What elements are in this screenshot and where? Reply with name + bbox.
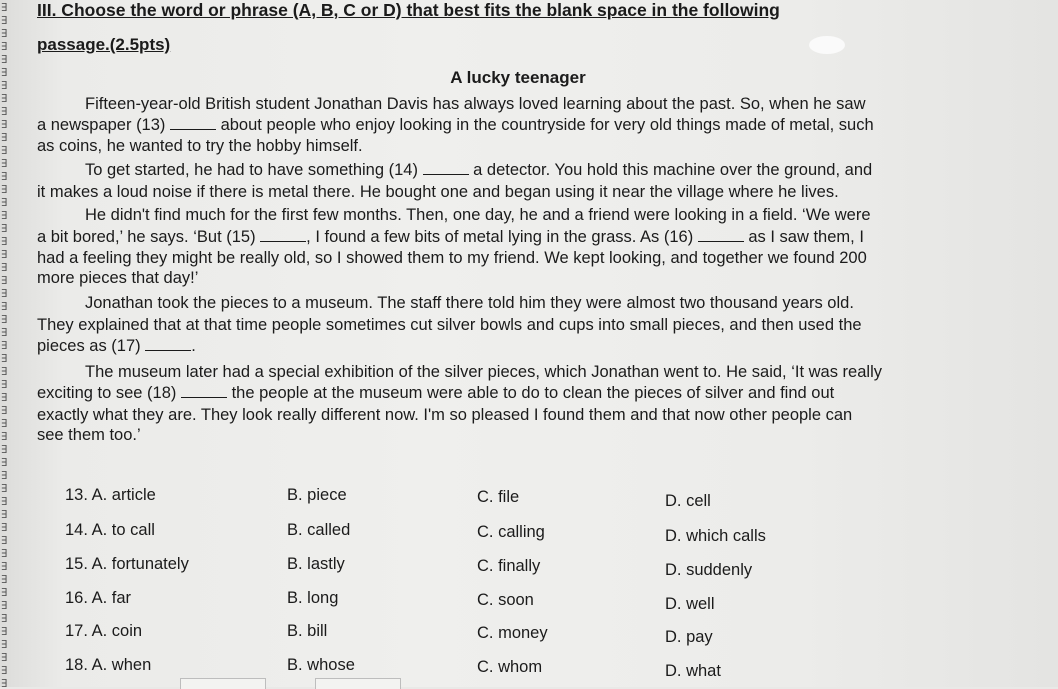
option-text: C. whom — [477, 658, 543, 676]
binding-mark: ∃ — [1, 14, 8, 27]
binding-mark: ∃ — [1, 482, 8, 495]
answer-blank — [260, 229, 306, 242]
passage-text: Fifteen-year-old British student Jonathan Davis has always loved learning about the past. So, when he saw — [85, 95, 866, 113]
binding-mark: ∃ — [1, 222, 8, 235]
option-text: A. when — [91, 656, 152, 674]
option-c — [477, 487, 519, 507]
binding-mark: ∃ — [1, 573, 8, 586]
option-b — [287, 655, 355, 675]
passage-line-p3l3 — [37, 248, 867, 268]
binding-mark: ∃ — [1, 183, 8, 196]
passage-text: it makes a loud noise if there is metal there. He bought one and began using it near the village where he lives. — [37, 183, 839, 201]
passage-line-p1l1 — [85, 94, 866, 114]
option-text: D. cell — [665, 492, 711, 510]
passage-text: exactly what they are. They look really different now. I'm so pleased I found them and that now other people can — [37, 406, 853, 424]
option-text: D. pay — [665, 628, 713, 646]
option-b — [287, 485, 347, 505]
answer-blank — [145, 338, 191, 351]
binding-mark: ∃ — [1, 534, 8, 547]
binding-mark: ∃ — [1, 196, 8, 209]
binding-mark: ∃ — [1, 274, 8, 287]
option-c — [477, 590, 534, 610]
option-text: B. bill — [287, 622, 328, 640]
passage-line-p4l3 — [37, 336, 196, 356]
binding-mark: ∃ — [1, 131, 8, 144]
passage-text: pieces as (17) — [37, 337, 146, 355]
binding-mark: ∃ — [1, 157, 8, 170]
passage-line-p3l2 — [37, 227, 864, 247]
glare-spot — [809, 36, 845, 54]
binding-mark: ∃ — [1, 495, 8, 508]
option-text: A. far — [91, 589, 132, 607]
spiral-binding — [0, 0, 14, 687]
option-c — [477, 522, 545, 542]
passage-text: He didn't find much for the first few months. Then, one day, he and a friend were looking in a field. ‘We were — [85, 206, 871, 224]
binding-mark: ∃ — [1, 404, 8, 417]
binding-mark: ∃ — [1, 391, 8, 404]
passage-text: had a feeling they might be really old, so I showed them to my friend. We kept looking, and together we found 200 — [37, 249, 867, 267]
passage-text: as coins, he wanted to try the hobby himself. — [37, 137, 363, 155]
passage-text: a bit bored,’ he says. ‘But (15) — [37, 228, 261, 246]
passage-text: They explained that at that time people sometimes cut silver bowls and cups into small pieces, and then used the — [37, 316, 862, 334]
binding-mark: ∃ — [1, 651, 8, 664]
binding-mark: ∃ — [1, 27, 8, 40]
option-text: C. soon — [477, 591, 534, 609]
option-d — [665, 526, 766, 546]
binding-mark: ∃ — [1, 144, 8, 157]
binding-mark: ∃ — [1, 261, 8, 274]
answer-blank — [181, 385, 227, 398]
option-text: A. coin — [91, 622, 143, 640]
option-text: D. well — [665, 595, 715, 613]
binding-mark: ∃ — [1, 469, 8, 482]
question-number: 18. — [65, 656, 92, 674]
question-number: 15. — [65, 555, 92, 573]
option-text: B. whose — [287, 656, 355, 674]
option-a — [65, 621, 142, 641]
option-a — [65, 588, 131, 608]
passage-line-p5l2 — [37, 383, 834, 403]
passage-line-p2l2 — [37, 182, 839, 202]
passage-line-p5l3 — [37, 405, 852, 425]
binding-mark: ∃ — [1, 586, 8, 599]
option-b — [287, 621, 327, 641]
binding-mark: ∃ — [1, 378, 8, 391]
option-text: C. money — [477, 624, 548, 642]
binding-mark: ∃ — [1, 79, 8, 92]
option-b — [287, 588, 338, 608]
question-number: 13. — [65, 486, 92, 504]
option-text: A. fortunately — [91, 555, 189, 573]
passage-text: see them too.’ — [37, 426, 141, 444]
option-text: B. long — [287, 589, 339, 607]
passage-line-p4l2 — [37, 315, 862, 335]
binding-mark: ∃ — [1, 547, 8, 560]
option-text: D. what — [665, 662, 721, 680]
option-a — [65, 554, 189, 574]
binding-mark: ∃ — [1, 287, 8, 300]
passage-text: The museum later had a special exhibition of the silver pieces, which Jonathan went to. He said, ‘It was really — [85, 363, 882, 381]
answer-blank — [698, 229, 744, 242]
option-c — [477, 657, 542, 677]
passage-text: the people at the museum were able to do to clean the pieces of silver and find out — [227, 384, 835, 402]
binding-mark: ∃ — [1, 235, 8, 248]
binding-mark: ∃ — [1, 365, 8, 378]
option-text: D. which calls — [665, 527, 766, 545]
passage-text: as I saw them, I — [743, 228, 864, 246]
question-number: 16. — [65, 589, 92, 607]
option-a — [65, 520, 155, 540]
option-text: C. finally — [477, 557, 541, 575]
option-text: B. piece — [287, 486, 347, 504]
option-a — [65, 655, 151, 675]
binding-mark: ∃ — [1, 118, 8, 131]
section-heading-continued: passage.(2.5pts) — [37, 35, 171, 54]
binding-mark: ∃ — [1, 638, 8, 651]
binding-mark: ∃ — [1, 313, 8, 326]
passage-text: about people who enjoy looking in the countryside for very old things made of metal, such — [216, 116, 874, 134]
passage-line-p5l1 — [85, 362, 882, 382]
option-a — [65, 485, 156, 505]
option-text: C. calling — [477, 523, 545, 541]
option-text: B. lastly — [287, 555, 345, 573]
passage-text: To get started, he had to have something (14) — [85, 161, 423, 179]
passage-line-p2l1 — [85, 160, 872, 180]
option-d — [665, 661, 721, 681]
option-text: D. suddenly — [665, 561, 753, 579]
page-edge-box-left — [180, 678, 266, 689]
passage-line-p3l4 — [37, 268, 198, 288]
binding-mark: ∃ — [1, 326, 8, 339]
option-text: C. file — [477, 488, 520, 506]
passage-text: Jonathan took the pieces to a museum. The staff there told him they were almost two thousand years old. — [85, 294, 854, 312]
binding-mark: ∃ — [1, 612, 8, 625]
passage-text: . — [191, 337, 196, 355]
binding-mark: ∃ — [1, 599, 8, 612]
binding-mark: ∃ — [1, 105, 8, 118]
binding-mark: ∃ — [1, 417, 8, 430]
passage-title: A lucky teenager — [450, 68, 586, 87]
option-d — [665, 560, 752, 580]
binding-mark: ∃ — [1, 66, 8, 79]
passage-text: more pieces that day!’ — [37, 269, 199, 287]
binding-mark: ∃ — [1, 443, 8, 456]
binding-mark: ∃ — [1, 430, 8, 443]
binding-mark: ∃ — [1, 170, 8, 183]
binding-mark: ∃ — [1, 248, 8, 261]
option-d — [665, 491, 711, 511]
passage-text: a newspaper (13) — [37, 116, 170, 134]
option-b — [287, 554, 345, 574]
passage-text: a detector. You hold this machine over the ground, and — [468, 161, 873, 179]
option-b — [287, 520, 350, 540]
binding-mark: ∃ — [1, 209, 8, 222]
answer-blank — [170, 117, 216, 130]
passage-text: , I found a few bits of metal lying in the grass. As (16) — [306, 228, 698, 246]
binding-mark: ∃ — [1, 456, 8, 469]
option-text: A. to call — [91, 521, 155, 539]
binding-mark: ∃ — [1, 625, 8, 638]
section-heading: III. Choose the word or phrase (A, B, C or D) that best fits the blank space in the following — [37, 0, 780, 20]
option-text: B. called — [287, 521, 351, 539]
question-number: 17. — [65, 622, 92, 640]
option-text: A. article — [91, 486, 156, 504]
option-c — [477, 623, 548, 643]
passage-line-p3l1 — [85, 205, 871, 225]
question-number: 14. — [65, 521, 92, 539]
page-edge-box-right — [315, 678, 401, 689]
binding-mark: ∃ — [1, 1, 8, 14]
binding-mark: ∃ — [1, 664, 8, 677]
binding-mark: ∃ — [1, 53, 8, 66]
option-d — [665, 594, 715, 614]
option-c — [477, 556, 540, 576]
passage-text: exciting to see (18) — [37, 384, 181, 402]
binding-mark: ∃ — [1, 92, 8, 105]
passage-line-p1l3 — [37, 136, 363, 156]
binding-mark: ∃ — [1, 300, 8, 313]
answer-blank — [423, 162, 469, 175]
binding-mark: ∃ — [1, 677, 8, 687]
passage-line-p5l4 — [37, 425, 141, 445]
binding-mark: ∃ — [1, 40, 8, 53]
binding-mark: ∃ — [1, 352, 8, 365]
passage-line-p1l2 — [37, 115, 874, 135]
binding-mark: ∃ — [1, 508, 8, 521]
binding-mark: ∃ — [1, 339, 8, 352]
option-d — [665, 627, 713, 647]
binding-mark: ∃ — [1, 560, 8, 573]
binding-mark: ∃ — [1, 521, 8, 534]
passage-line-p4l1 — [85, 293, 854, 313]
